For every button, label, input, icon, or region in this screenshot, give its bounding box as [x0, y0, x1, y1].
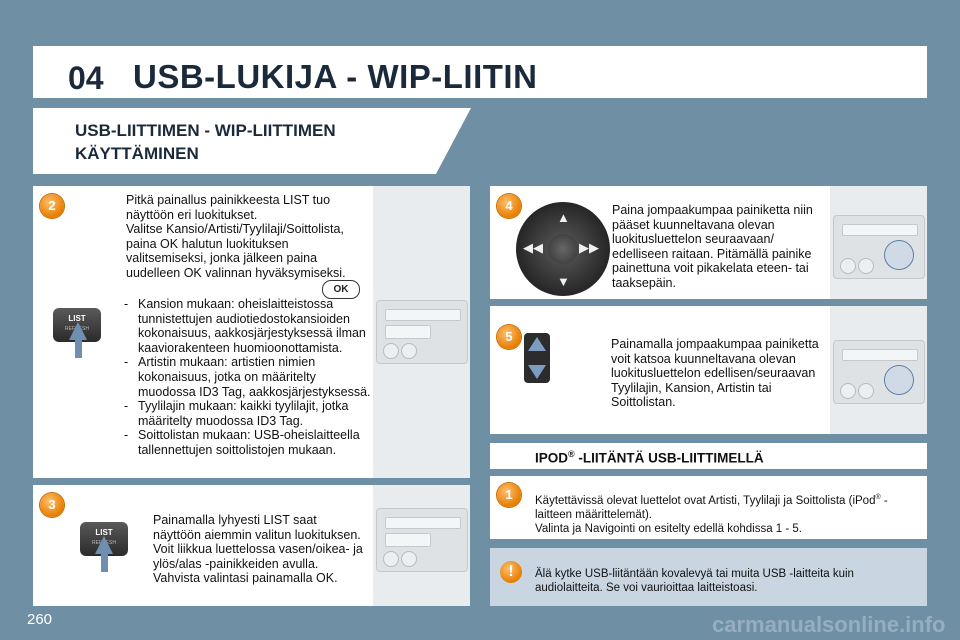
chapter-number: 04 [68, 60, 104, 96]
watermark: carmanualsonline.info [712, 612, 946, 637]
press-arrow-icon [95, 536, 113, 554]
dpad-icon [516, 202, 610, 296]
radio-unit-icon [376, 508, 468, 572]
list-button-label: LIST [95, 528, 113, 537]
ipod-line1-sup: ® [875, 494, 881, 501]
up-down-button-icon [524, 333, 550, 383]
ipod-title [535, 449, 764, 466]
left-arrow-icon: ◀◀ [523, 240, 543, 255]
step-badge-2: 2 [40, 194, 64, 218]
step4-text: Paina jompaakumpaa painiketta niin pääset kuunneltavana olevan luokitusluettelon seuraavaan/ edelliseen raitaan. Pitämällä painike painettuna voit pikakelata eteen- tai taaksepäin. [612, 203, 813, 290]
ipod-line1-rest: - laitteen määrittelemät). [535, 494, 888, 521]
warning-text: Älä kytke USB-liitäntään kovalevyä tai muita USB -laitteita kuin audiolaitteita. Se voi vaurioittaa laitteistoasi. [535, 568, 854, 594]
ipod-text [535, 491, 905, 536]
list-item: - Kansion mukaan: oheislaitteistossa tunnistettujen audiotiedostokansioiden kokonaisuus, aakkosjärjestyksessä ilman kaaviorakenteen huomioonottamista. [122, 297, 372, 355]
page-number: 260 [27, 611, 53, 628]
warning-icon: ! [500, 561, 522, 583]
radio-unit-icon [376, 300, 468, 364]
ipod-line1-text: Käytettävissä olevat luettelot ovat Artisti, Tyylilaji ja Soittolista (iPod [535, 494, 876, 507]
radio-unit-icon [833, 215, 925, 279]
list-item: - Tyylilajin mukaan: kaikki tyylilajit, jotka määritelty muodossa ID3 Tag. [122, 399, 372, 428]
up-arrow-icon: ▲ [557, 210, 570, 225]
step-badge-1: 1 [497, 483, 521, 507]
step5-text: Painamalla jompaakumpaa painiketta voit katsoa kuunneltavana olevan luokitusluettelon edellisen/seuraavan Tyylilajin, Kansion, Artistin tai Soittolistan. [611, 337, 819, 410]
ipod-line1 [535, 491, 905, 522]
step-badge-3: 3 [40, 493, 64, 517]
ipod-line2: Valinta ja Navigointi on esitelty edellä kohdissa 1 - 5. [535, 522, 802, 535]
step-badge-4: 4 [497, 194, 521, 218]
step-badge-5: 5 [497, 325, 521, 349]
refresh-label: REFRESH [65, 326, 89, 332]
step2-para2: Valitse Kansio/Artisti/Tyylilaji/Soittolista, paina OK halutun luokituksen valitsemiseksi, jonka jälkeen paina uudelleen OK valinnan hyväksymiseksi. [126, 222, 346, 280]
press-arrow-stem [101, 554, 108, 572]
right-arrow-icon: ▶▶ [579, 240, 599, 255]
ipod-title-text: IPOD [535, 450, 569, 466]
ok-button-icon: OK [322, 280, 360, 299]
list-item: - Soittolistan mukaan: USB-oheislaitteella tallennettujen soittolistojen mukaan. [122, 428, 372, 457]
press-arrow-stem [75, 340, 82, 358]
list-item: - Artistin mukaan: artistien nimien kokonaisuus, jotka on määritelty muodossa ID3 Tag, aakkosjärjestyksessä. [122, 355, 372, 399]
radio-unit-icon [833, 340, 925, 404]
step2-intro [126, 193, 361, 281]
page-title: USB-LUKIJA - WIP-LIITIN [133, 58, 538, 95]
ipod-title-rest: -LIITÄNTÄ USB-LIITTIMELLÄ [574, 450, 764, 466]
step2-para1: Pitkä painallus painikkeesta LIST tuo näyttöön eri luokitukset. [126, 193, 331, 222]
section-title: USB-LIITTIMEN - WIP-LIITTIMEN KÄYTTÄMINEN [75, 121, 336, 163]
ipod-title-sup: ® [568, 449, 575, 459]
refresh-label: REFRESH [92, 540, 116, 546]
press-arrow-icon [69, 322, 87, 340]
down-arrow-icon: ▼ [557, 274, 570, 289]
step3-text: Painamalla lyhyesti LIST saat näyttöön aiemmin valitun luokituksen. Voit liikkua luettelossa vasen/oikea- ja ylös/alas -painikkeiden avulla. Vahvista valintasi painamalla OK. [153, 513, 363, 586]
list-button-label: LIST [68, 314, 86, 323]
step2-list [122, 297, 372, 458]
